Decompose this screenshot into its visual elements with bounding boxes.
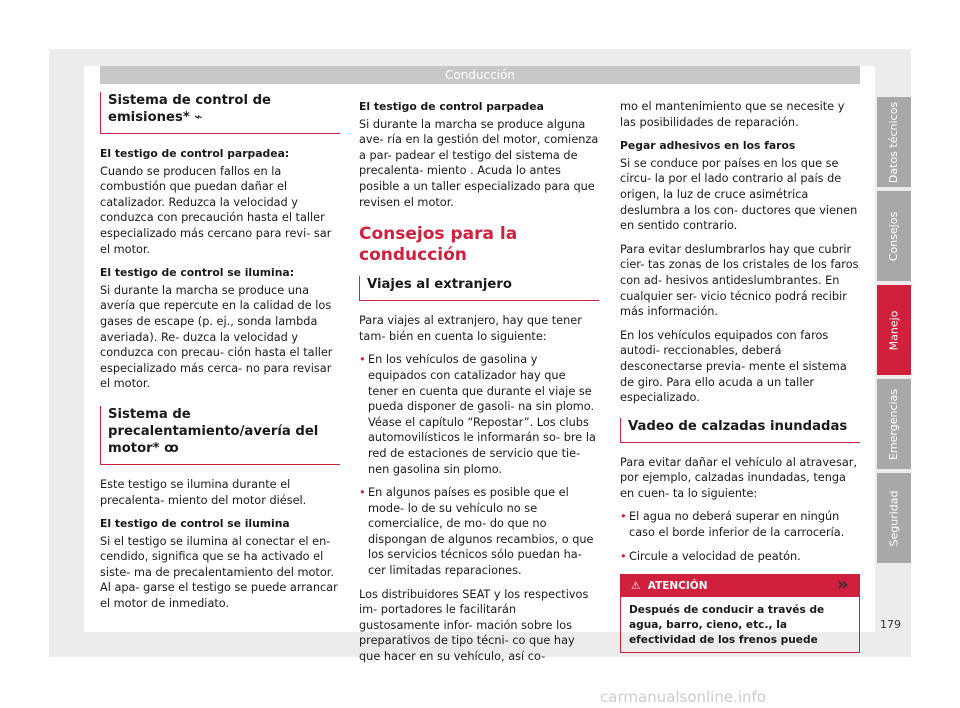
tab-manejo[interactable]: Manejo — [877, 285, 911, 375]
list-item: • Circule a velocidad de peatón. — [620, 549, 801, 563]
bullet-icon: • — [359, 486, 366, 500]
label: El testigo de control se ilumina: — [100, 266, 295, 280]
label: El testigo de control parpadea: — [100, 147, 290, 160]
page-number: 179 — [880, 618, 901, 631]
warning-box — [620, 574, 860, 653]
column-2 — [359, 99, 599, 673]
side-tabs — [877, 97, 911, 567]
list-item: • En algunos países es posible que el mode- lo de su vehículo no se comercialice, de mo- do que no dispongan de algunos recambios, o que los servicios técnicos sólo puedan ha- cer limitadas reparaciones. — [359, 486, 594, 578]
warning-text: Después de conducir a través de agua, barro, cieno, etc., la efectividad de los frenos puede — [629, 604, 825, 647]
watermark: carmanualsonline.info — [600, 688, 766, 706]
paragraph: En los vehículos equipados con faros autodi- reccionables, deberá desconectarse previa- mente el sistema de giro. Para ello acuda a un taller especializado. — [620, 328, 847, 405]
paragraph: Cuando se producen fallos en la combustión que puedan dañar el catalizador. Reduzca la velocidad y conduzca con precaución hasta el taller especializado más cercano para revi- sar el motor. — [100, 164, 332, 256]
paragraph: Si durante la marcha se produce alguna ave- ría en la gestión del motor, comienza a par- padear el testigo del sistema de precalenta- miento . Acuda lo antes posible a un taller especializado para que revisen el motor. — [359, 117, 599, 209]
column-3 — [620, 99, 860, 653]
paragraph: Si durante la marcha se produce una avería que repercute en la calidad de los gases de escape (p. ej., sonda lambda averiada). Re- duzca la velocidad y conduzca con precau- ción hasta el taller especializado más cerca- no para revisar el motor. — [100, 283, 333, 391]
chapter-title: Consejos para la conducción — [359, 224, 518, 266]
tab-emergencias[interactable]: Emergencias — [877, 379, 911, 469]
paragraph: Para evitar dañar el vehículo al atravesar, por ejemplo, calzadas inundadas, tenga en cuen- ta lo siguiente: — [620, 455, 858, 500]
continue-arrow-icon: » — [837, 574, 849, 595]
warning-header: ⚠ ATENCIÓN — [621, 575, 859, 597]
bullet-icon: • — [620, 549, 627, 563]
column-1 — [100, 92, 340, 620]
list-item: • El agua no deberá superar en ningún caso el borde inferior de la carrocería. — [620, 510, 845, 540]
section-heading: Sistema de precalentamiento/avería del motor* ꝏ — [100, 406, 340, 465]
tab-datos-tecnicos[interactable]: Datos técnicos — [877, 97, 911, 187]
label: Pegar adhesivos en los faros — [620, 139, 796, 153]
paragraph: Para viajes al extranjero, hay que tener tam- bién en cuenta lo siguiente: — [359, 314, 582, 343]
paragraph: Los distribuidores SEAT y los respectivos im- portadores le facilitarán gustosamente infor- mación sobre los preparativos de tipo técni- co que hay que hacer en su vehículo, así co- — [359, 587, 589, 664]
glow-plug-icon: ꝏ — [164, 440, 179, 456]
bullet-icon: • — [359, 353, 366, 367]
paragraph: mo el mantenimiento que se necesite y las posibilidades de reparación. — [620, 100, 845, 129]
engine-warning-icon: ⌁ — [194, 110, 203, 125]
tab-seguridad[interactable]: Seguridad — [877, 473, 911, 563]
paragraph: Para evitar deslumbrarlos hay que cubrir cier- tas zonas de los cristales de los faros con ad- hesivos antideslumbrantes. En cualquier ser- vicio técnico podrá recibir más información. — [620, 242, 859, 319]
section-heading: Viajes al extranjero — [359, 276, 599, 301]
warning-triangle-icon: ⚠ — [631, 580, 641, 593]
paragraph: Si se conduce por países en los que se circu- la por el lado contrario al país de origen, la luz de cruce asimétrica deslumbra a los con- ductores que vienen en sentido contrario. — [620, 156, 858, 233]
paragraph: Si el testigo se ilumina al conectar el en- cendido, significa que se ha activado el siste- ma de precalentamiento del motor. Al apa- garse el testigo se puede arrancar el motor de inmediato. — [100, 534, 338, 611]
paragraph: Este testigo se ilumina durante el precalenta- miento del motor diésel. — [100, 477, 307, 507]
label: El testigo de control se ilumina — [100, 517, 290, 531]
label: El testigo de control parpadea — [359, 100, 544, 113]
section-heading: Vadeo de calzadas inundadas — [620, 418, 860, 443]
tab-consejos[interactable]: Consejos — [877, 191, 911, 281]
chapter-header: Conducción — [100, 66, 860, 84]
list-item: • En los vehículos de gasolina y equipados con catalizador hay que tener en cuenta que durante el viaje se pueda disponer de gasoli- na sin plomo. Véase el capítulo “Repostar”. Los clubs automovilísticos le informarán so- bre la red de estaciones de servicio que tie- nen gasolina sin plomo. — [359, 353, 596, 476]
bullet-icon: • — [620, 510, 627, 524]
section-heading: Sistema de control de emisiones* ⌁ — [100, 92, 340, 134]
